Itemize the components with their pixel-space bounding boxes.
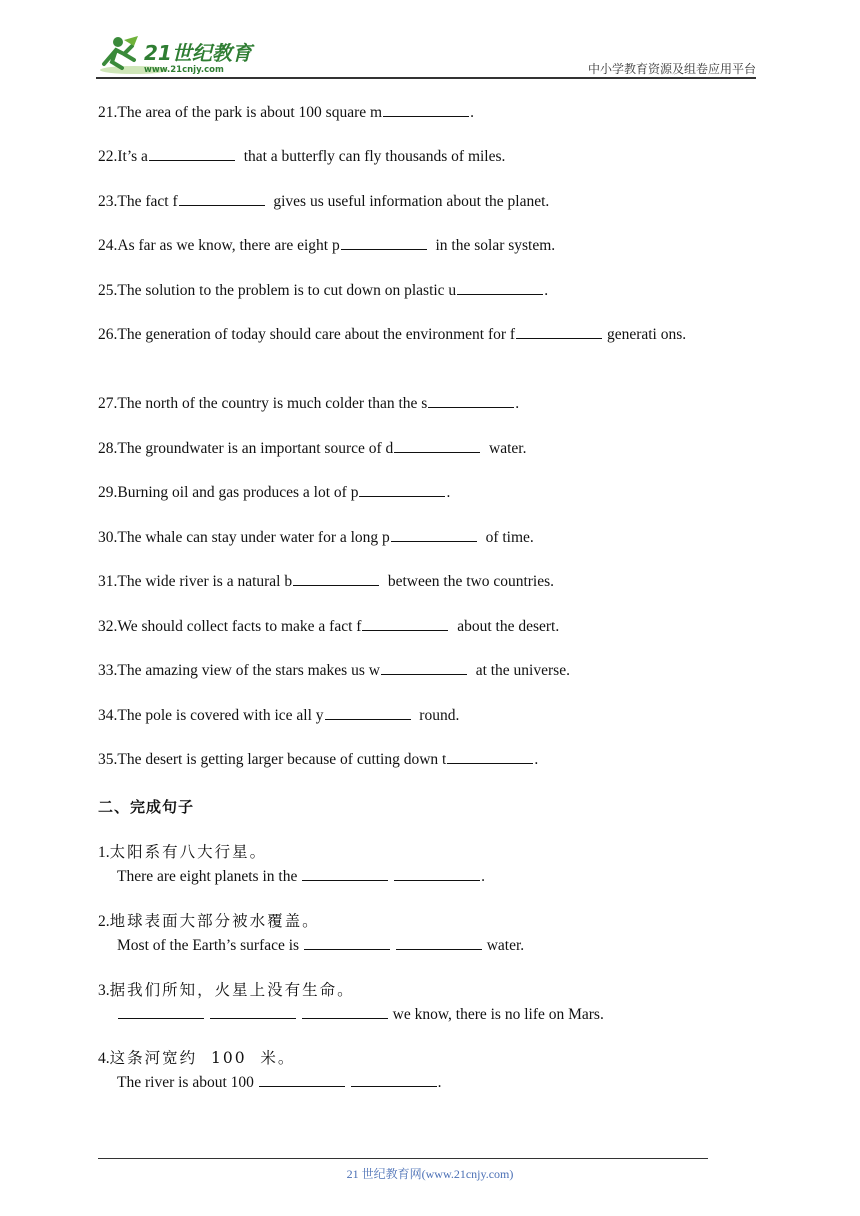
answer-blank[interactable] [302,1004,388,1019]
answer-blank[interactable] [302,866,388,881]
answer-blank[interactable] [359,482,445,497]
svg-text:www.21cnjy.com: www.21cnjy.com [144,65,224,75]
answer-blank[interactable] [394,866,480,881]
question-32: 32.We should collect facts to make a fact f about the desert. [98,618,560,635]
answer-blank[interactable] [428,393,514,408]
sentence-2-answer: Most of the Earth’s surface is water. [117,937,525,954]
answer-blank[interactable] [351,1072,437,1087]
question-27: 27.The north of the country is much colder than the s . [98,395,520,412]
platform-name: 中小学教育资源及组卷应用平台 [587,62,756,76]
question-24: 24.As far as we know, there are eight p in the solar system. [98,237,556,254]
svg-text:21世纪教育: 21世纪教育 [144,41,252,65]
footer-divider [98,1158,708,1159]
answer-blank[interactable] [396,935,482,950]
question-31: 31.The wide river is a natural b between the two countries. [98,573,555,590]
answer-blank[interactable] [210,1004,296,1019]
question-29: 29.Burning oil and gas produces a lot of p . [98,484,451,501]
question-26: 26.The generation of today should care about the environment for f generati ons. [98,326,687,343]
section-title: 二、完成句子 [98,798,195,816]
answer-blank[interactable] [149,146,235,161]
question-34: 34.The pole is covered with ice all y round. [98,707,460,724]
question-21: 21.The area of the park is about 100 square m . [98,104,474,121]
answer-blank[interactable] [362,616,448,631]
sentence-3-prompt: 3.据我们所知，火星上没有生命。 [98,981,355,999]
sentence-1-prompt: 1.太阳系有八大行星。 [98,843,268,861]
sentence-1-answer: There are eight planets in the . [117,868,485,885]
question-25: 25.The solution to the problem is to cut down on plastic u . [98,282,549,299]
question-28: 28.The groundwater is an important source of d water. [98,440,527,457]
answer-blank[interactable] [516,324,602,339]
answer-blank[interactable] [394,438,480,453]
site-logo [94,34,264,76]
sentence-4-answer: The river is about 100 . [117,1074,442,1091]
answer-blank[interactable] [325,705,411,720]
answer-blank[interactable] [381,660,467,675]
header-divider [96,77,756,79]
question-33: 33.The amazing view of the stars makes us w at the universe. [98,662,570,679]
answer-blank[interactable] [304,935,390,950]
sentence-2-prompt: 2.地球表面大部分被水覆盖。 [98,912,320,930]
answer-blank[interactable] [383,102,469,117]
question-30: 30.The whale can stay under water for a long p of time. [98,529,534,546]
question-22: 22.It’s a that a butterfly can fly thousands of miles. [98,148,506,165]
footer-link[interactable]: 21 世纪教育网(www.21cnjy.com) [346,1167,514,1181]
sentence-4-prompt: 4.这条河宽约 100 米。 [98,1049,296,1067]
question-35: 35.The desert is getting larger because of cutting down t . [98,751,539,768]
answer-blank[interactable] [391,527,477,542]
answer-blank[interactable] [118,1004,204,1019]
answer-blank[interactable] [457,280,543,295]
answer-blank[interactable] [179,191,265,206]
answer-blank[interactable] [259,1072,345,1087]
answer-blank[interactable] [447,749,533,764]
sentence-3-answer: we know, there is no life on Mars. [117,1003,604,1027]
answer-blank[interactable] [293,571,379,586]
page-header [0,0,860,80]
answer-blank[interactable] [341,235,427,250]
question-23: 23.The fact f gives us useful information about the planet. [98,193,550,210]
